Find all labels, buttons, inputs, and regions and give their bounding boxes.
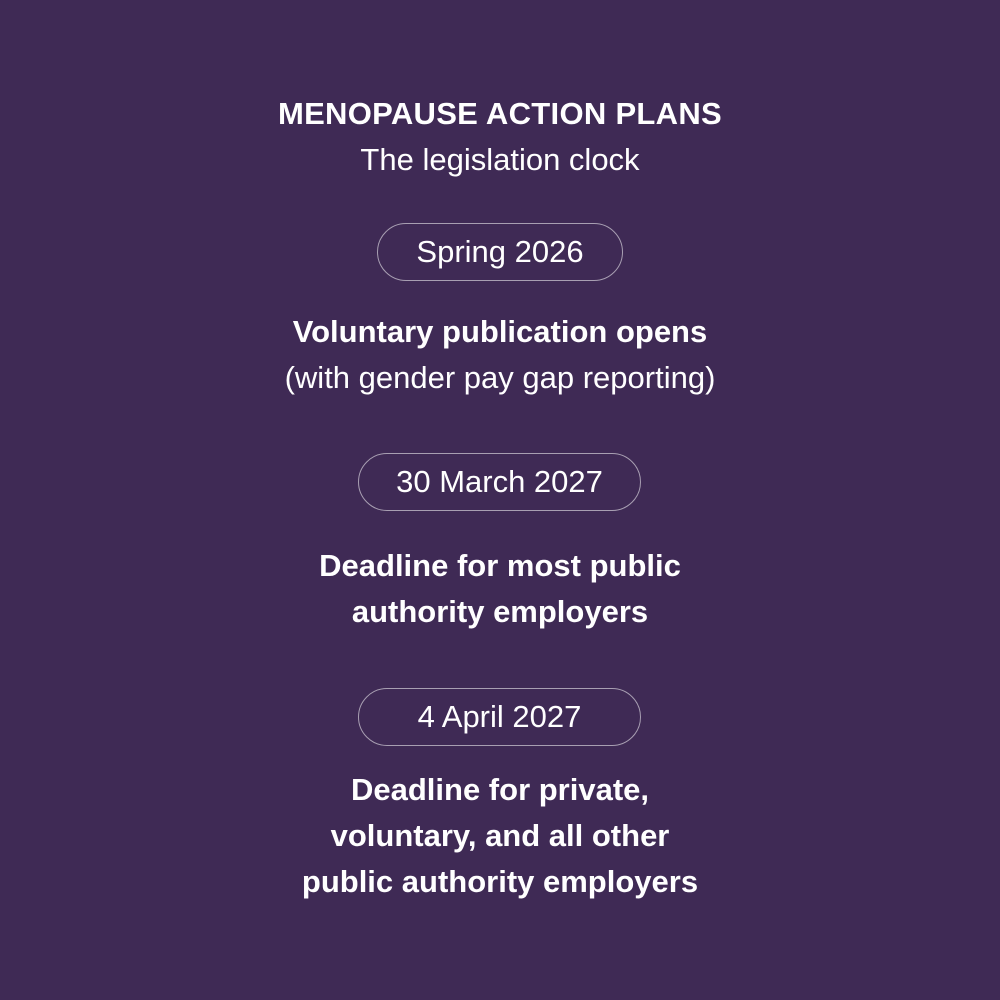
date-badge-30-march-2027: 30 March 2027 <box>358 453 641 511</box>
date-badge-4-april-2027: 4 April 2027 <box>358 688 641 746</box>
timeline-event-2 <box>0 543 1000 635</box>
date-badge-spring-2026: Spring 2026 <box>377 223 623 281</box>
page-title: MENOPAUSE ACTION PLANS <box>277 96 723 131</box>
timeline-event-3 <box>0 767 1000 905</box>
page-subtitle: The legislation clock <box>360 142 640 177</box>
event-3-line-3: public authority employers <box>301 864 699 899</box>
event-3-line-2: voluntary, and all other <box>330 818 670 853</box>
event-1-note: (with gender pay gap reporting) <box>284 360 716 395</box>
event-1-heading: Voluntary publication opens <box>292 314 708 349</box>
timeline-event-1 <box>0 309 1000 401</box>
event-2-line-2: authority employers <box>351 594 649 629</box>
event-2-line-1: Deadline for most public <box>319 548 681 583</box>
event-3-line-1: Deadline for private, <box>350 772 650 807</box>
